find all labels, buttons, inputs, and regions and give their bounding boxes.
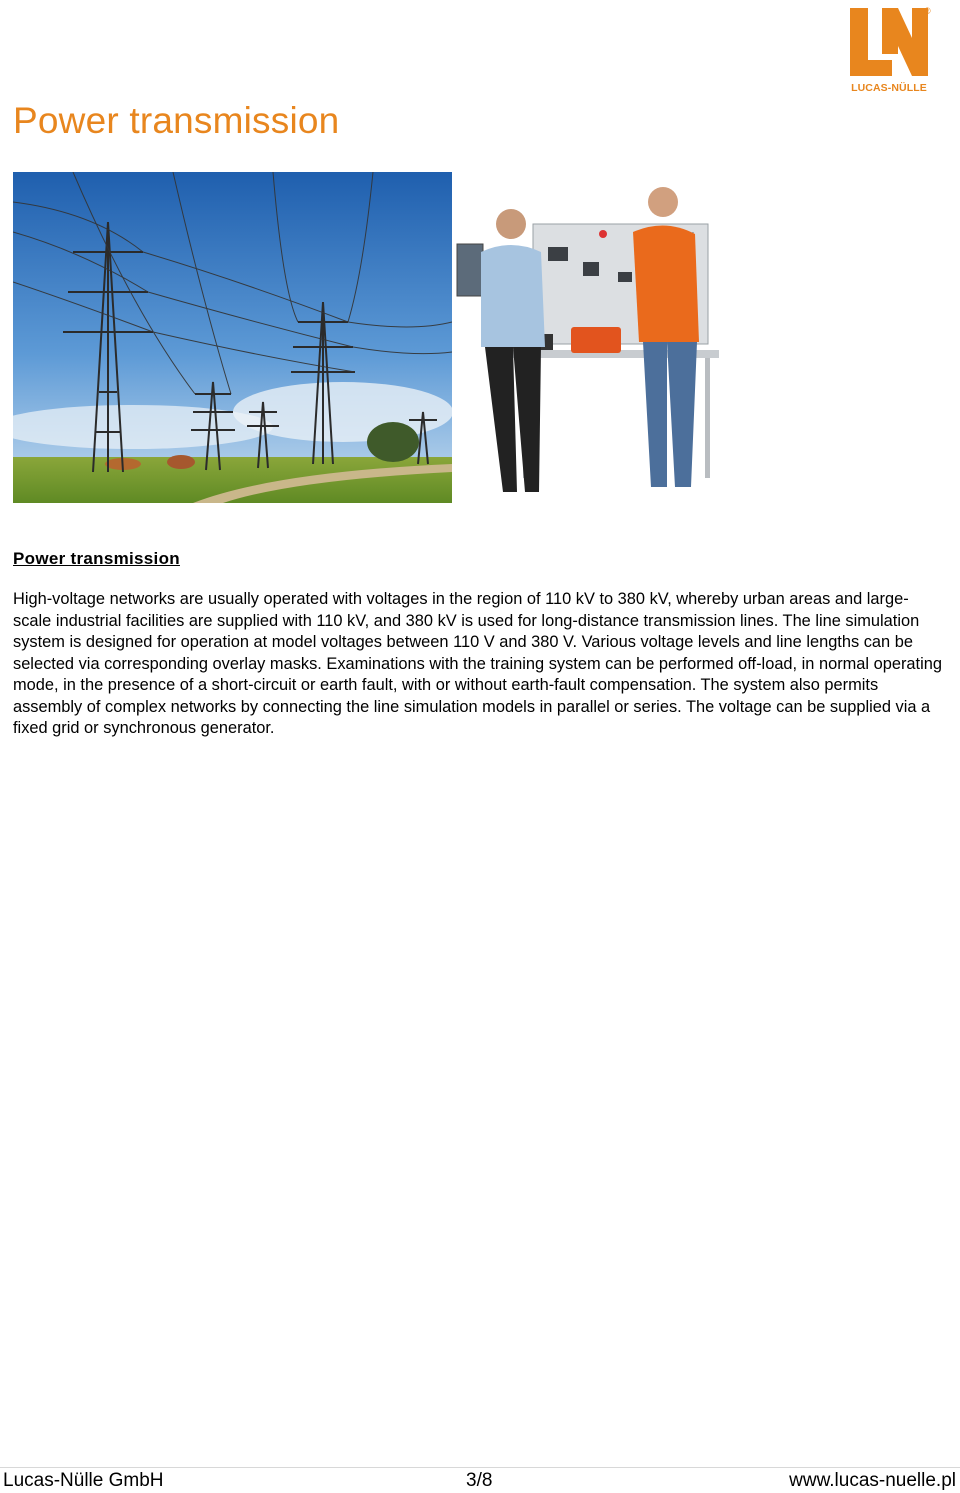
footer-company: Lucas-Nülle GmbH <box>3 1470 164 1491</box>
ln-logo-icon <box>846 4 932 82</box>
page-title: Power transmission <box>13 100 340 141</box>
training-system-photo <box>453 172 733 503</box>
company-logo <box>846 4 938 96</box>
registered-mark: ® <box>924 6 931 16</box>
logo-brand-text: LUCAS-NÜLLE <box>851 82 927 94</box>
footer-website: www.lucas-nuelle.pl <box>789 1470 956 1491</box>
section-body-text: High-voltage networks are usually operated with voltages in the region of 110 kV to 380 kV, whereby urban areas and large-scale industrial facilities are supplied with 110 kV, and 380 kV is used for long-distance transmission lines. The line simulation system is designed for operation at model voltages between 110 V and 380 V. Various voltage levels and line lengths can be selected via corresponding overlay masks. Examinations with the training system can be performed off-load, in normal operating mode, in the presence of a short-circuit or earth fault, with or without earth-fault compensation. The system also permits assembly of complex networks by connecting the line simulation models in parallel or series. The voltage can be supplied via a fixed grid or synchronous generator. <box>13 590 942 737</box>
section-title: Power transmission <box>13 549 180 568</box>
power-lines-photo <box>13 172 452 503</box>
footer-page-number: 3/8 <box>466 1470 493 1491</box>
footer-divider <box>0 1467 960 1468</box>
